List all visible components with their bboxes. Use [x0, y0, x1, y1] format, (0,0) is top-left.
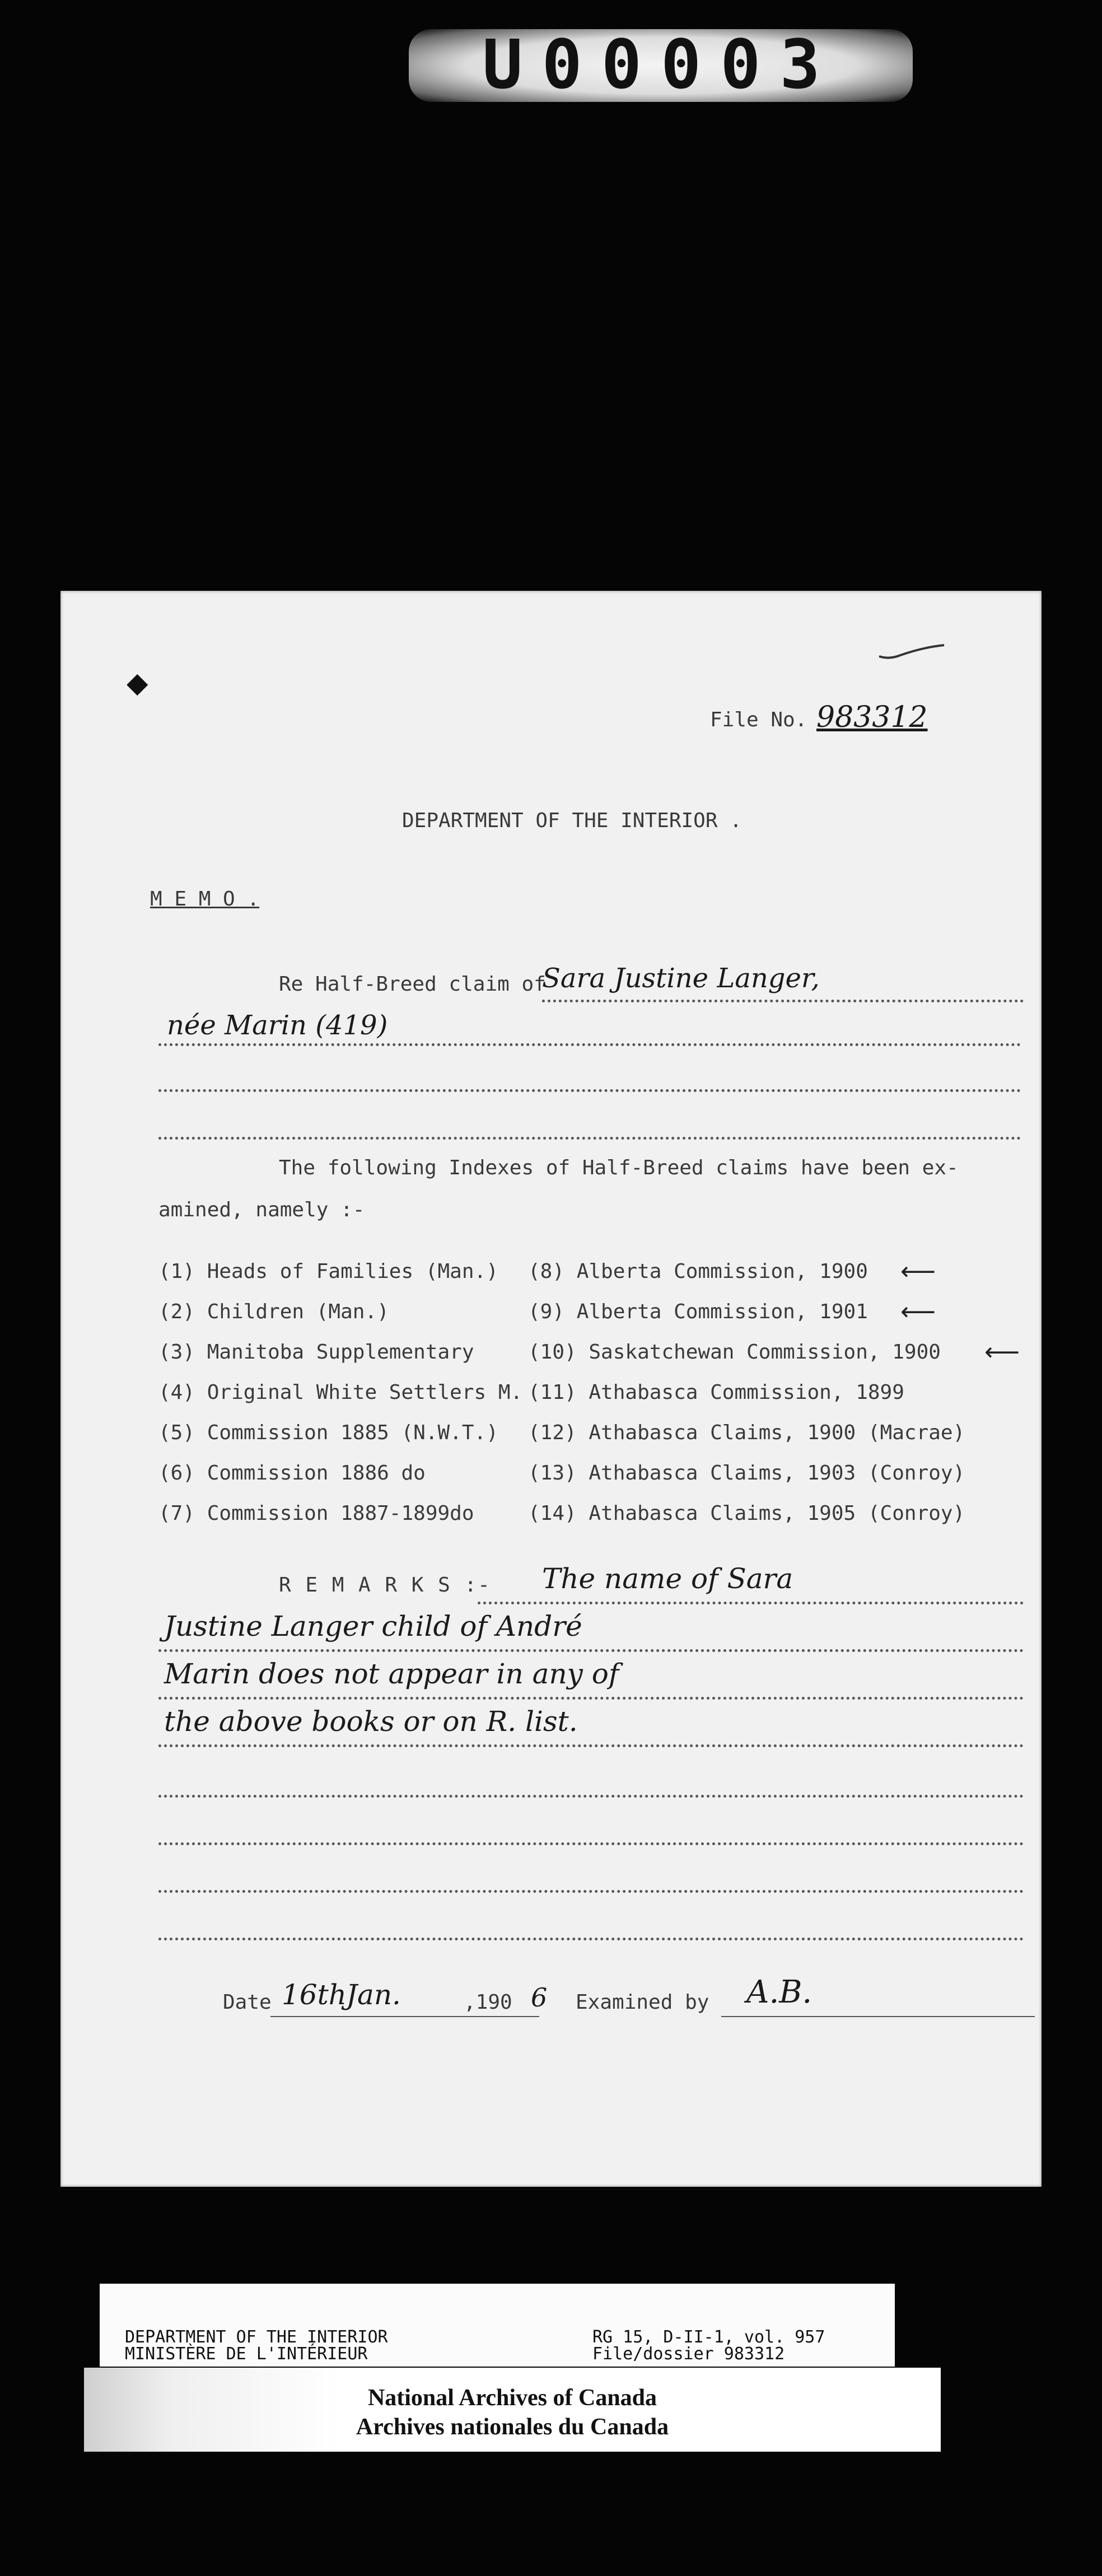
arrow-left-icon: ⟵: [984, 1338, 1020, 1366]
intro-line-1: The following Indexes of Half-Breed claims have been ex-: [279, 1156, 959, 1179]
arrow-left-icon: ⟵: [900, 1298, 936, 1326]
dotted-line: [158, 1697, 1024, 1700]
index-item: (8) Alberta Commission, 1900: [528, 1260, 868, 1283]
date-underline: [270, 2016, 539, 2017]
index-item: (5) Commission 1885 (N.W.T.): [158, 1421, 498, 1444]
dotted-line: [158, 1744, 1024, 1747]
index-item: (6) Commission 1886 do: [158, 1462, 426, 1485]
file-reference: File/dossier 983312: [592, 2344, 785, 2364]
index-list-right: [528, 1252, 965, 1534]
date-year-prefix: ,190: [464, 1991, 512, 2014]
archives-name-fr: Archives nationales du Canada: [356, 2414, 669, 2440]
dotted-line: [158, 1842, 1024, 1845]
date-label: Date: [223, 1991, 272, 2014]
date-day: 16th: [282, 1978, 347, 2011]
date-month: Jan.: [346, 1978, 401, 2011]
dotted-line: [158, 1043, 1021, 1046]
arrow-left-icon: ⟵: [900, 1257, 936, 1286]
dotted-line: [158, 1890, 1024, 1893]
reel-number: U00003: [482, 26, 839, 104]
dotted-line: [542, 1000, 1024, 1002]
memo-heading: M E M O .: [150, 888, 260, 911]
date-year-suffix: 6: [531, 1982, 548, 2013]
claimant-line-1: Sara Justine Langer,: [542, 963, 820, 994]
file-no-label: File No.: [710, 708, 807, 731]
dotted-line: [478, 1602, 1024, 1604]
dotted-line: [158, 1795, 1024, 1798]
examined-initials: A.B.: [746, 1974, 813, 2010]
rg-reference: RG 15, D-II-1, vol. 957: [592, 2327, 825, 2347]
punch-mark-icon: ◆: [127, 666, 148, 699]
index-item: (14) Athabasca Claims, 1905 (Conroy): [528, 1502, 965, 1525]
archives-name-label: [84, 2368, 941, 2452]
archives-name-en: National Archives of Canada: [367, 2385, 657, 2411]
department-heading: DEPARTMENT OF THE INTERIOR .: [402, 809, 742, 832]
dept-fr: MINISTÈRE DE L'INTÉRIEUR: [125, 2344, 368, 2364]
dotted-line: [158, 1938, 1024, 1940]
claimant-line-2: née Marin (419): [167, 1010, 388, 1041]
index-item: (13) Athabasca Claims, 1903 (Conroy): [528, 1462, 965, 1485]
remarks-line-3: Marin does not appear in any of: [164, 1658, 619, 1690]
remarks-line-1: The name of Sara: [542, 1562, 793, 1595]
file-no-value: 983312: [816, 701, 928, 734]
dotted-line: [158, 1089, 1021, 1092]
index-item: (11) Athabasca Commission, 1899: [528, 1381, 904, 1404]
examined-underline: [721, 2016, 1035, 2017]
dept-en: DEPARTMENT OF THE INTERIOR: [125, 2327, 388, 2347]
index-item: (10) Saskatchewan Commission, 1900: [528, 1341, 941, 1364]
remarks-line-2: Justine Langer child of André: [164, 1610, 582, 1642]
index-item: (12) Athabasca Claims, 1900 (Macrae): [528, 1421, 965, 1444]
index-item: (9) Alberta Commission, 1901: [528, 1300, 868, 1323]
index-list-left: [158, 1252, 522, 1534]
index-item: (1) Heads of Families (Man.): [158, 1260, 498, 1283]
dotted-line: [158, 1137, 1021, 1140]
dotted-line: [158, 1649, 1024, 1652]
checkmark-icon: [878, 644, 945, 661]
index-item: (7) Commission 1887-1899do: [158, 1502, 474, 1525]
index-item: (2) Children (Man.): [158, 1300, 389, 1323]
reel-number-banner: [409, 26, 913, 104]
remarks-line-4: the above books or on R. list.: [164, 1705, 578, 1738]
remarks-label: R E M A R K S :-: [279, 1574, 491, 1597]
index-item: (3) Manitoba Supplementary: [158, 1341, 474, 1364]
re-label: Re Half-Breed claim of: [279, 973, 546, 996]
archive-reference-label: [100, 2284, 895, 2367]
memo-document: [60, 591, 1042, 2187]
intro-line-2: amined, namely :-: [158, 1198, 365, 1221]
index-item: (4) Original White Settlers M.: [158, 1381, 523, 1404]
examined-by-label: Examined by: [576, 1991, 709, 2014]
